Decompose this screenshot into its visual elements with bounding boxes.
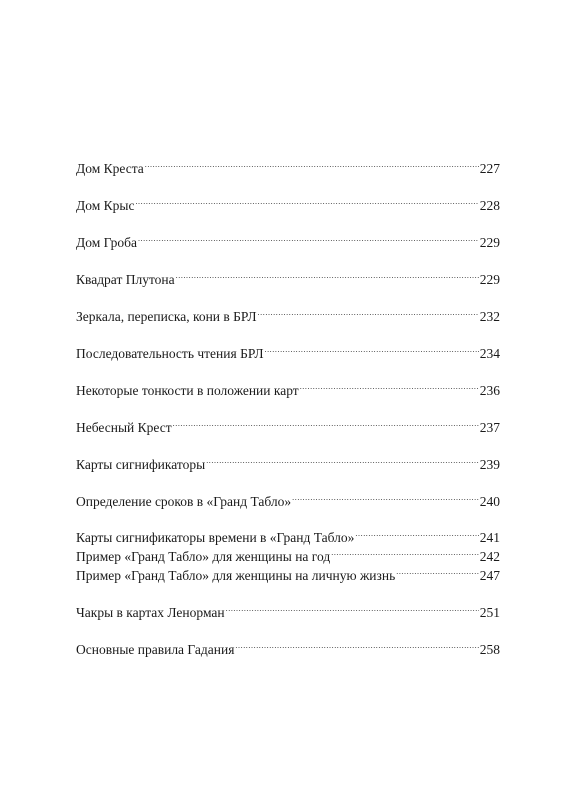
toc-entry-page: 229 [479, 235, 500, 250]
toc-entry-title: Пример «Гранд Табло» для женщины на личную жизнь [76, 568, 396, 583]
toc-entry[interactable] [76, 486, 500, 509]
toc-entry[interactable] [76, 522, 500, 545]
toc-entry-title: Карты сигнификаторы времени в «Гранд Табло» [76, 530, 355, 545]
toc-entry-title: Дом Крыс [76, 198, 135, 213]
toc-entry[interactable] [76, 597, 500, 620]
toc-dot-leader [176, 264, 479, 284]
toc-dot-leader [258, 301, 479, 321]
toc-dot-leader [226, 597, 479, 617]
toc-dot-leader [135, 190, 478, 210]
toc-dot-leader [235, 634, 478, 654]
toc-entry[interactable] [76, 375, 500, 398]
toc-entry-page: 237 [479, 420, 500, 435]
toc-entry-title: Чакры в картах Ленорман [76, 605, 225, 620]
toc-entry[interactable] [76, 153, 500, 176]
toc-dot-leader [264, 338, 478, 358]
toc-dot-leader [173, 412, 479, 432]
toc-entry-title: Карты сигнификаторы [76, 457, 206, 472]
toc-entry[interactable] [76, 190, 500, 213]
toc-entry-page: 232 [479, 309, 500, 324]
toc-entry[interactable] [76, 227, 500, 250]
toc-dot-leader [292, 486, 479, 506]
toc-entry-page: 240 [479, 494, 500, 509]
toc-dot-leader [145, 153, 479, 173]
toc-dot-leader [206, 449, 479, 469]
toc-entry-page: 247 [479, 568, 500, 583]
toc-dot-leader [355, 522, 478, 542]
toc-entry-page: 227 [479, 161, 500, 176]
toc-entry[interactable] [76, 634, 500, 657]
toc-entry[interactable] [76, 338, 500, 361]
toc-entry-title: Зеркала, переписка, кони в БРЛ [76, 309, 257, 324]
toc-entry[interactable] [76, 560, 500, 583]
toc-entry-page: 242 [479, 549, 500, 564]
table-of-contents [76, 0, 500, 797]
toc-entry-page: 229 [479, 272, 500, 287]
toc-entry-title: Дом Креста [76, 161, 144, 176]
toc-entry-title: Основные правила Гадания [76, 642, 235, 657]
toc-entry-title: Некоторые тонкости в положении карт [76, 383, 299, 398]
toc-entry-title: Определение сроков в «Гранд Табло» [76, 494, 292, 509]
toc-entry[interactable] [76, 449, 500, 472]
toc-entry[interactable] [76, 301, 500, 324]
toc-entry-page: 241 [479, 530, 500, 545]
toc-entry-title: Квадрат Плутона [76, 272, 175, 287]
toc-entry[interactable] [76, 412, 500, 435]
toc-dot-leader [396, 560, 479, 580]
toc-entry-page: 234 [479, 346, 500, 361]
toc-entry-page: 228 [479, 198, 500, 213]
toc-entry-title: Небесный Крест [76, 420, 172, 435]
toc-entry-title: Дом Гроба [76, 235, 137, 250]
toc-dot-leader [138, 227, 479, 247]
toc-entry-page: 239 [479, 457, 500, 472]
toc-dot-leader [331, 541, 479, 561]
toc-entry[interactable] [76, 264, 500, 287]
toc-entry-title: Пример «Гранд Табло» для женщины на год [76, 549, 331, 564]
toc-entry-page: 258 [479, 642, 500, 657]
toc-entry-page: 251 [479, 605, 500, 620]
toc-dot-leader [300, 375, 479, 395]
toc-entry[interactable] [76, 541, 500, 564]
toc-entry-page: 236 [479, 383, 500, 398]
toc-entry-title: Последовательность чтения БРЛ [76, 346, 264, 361]
